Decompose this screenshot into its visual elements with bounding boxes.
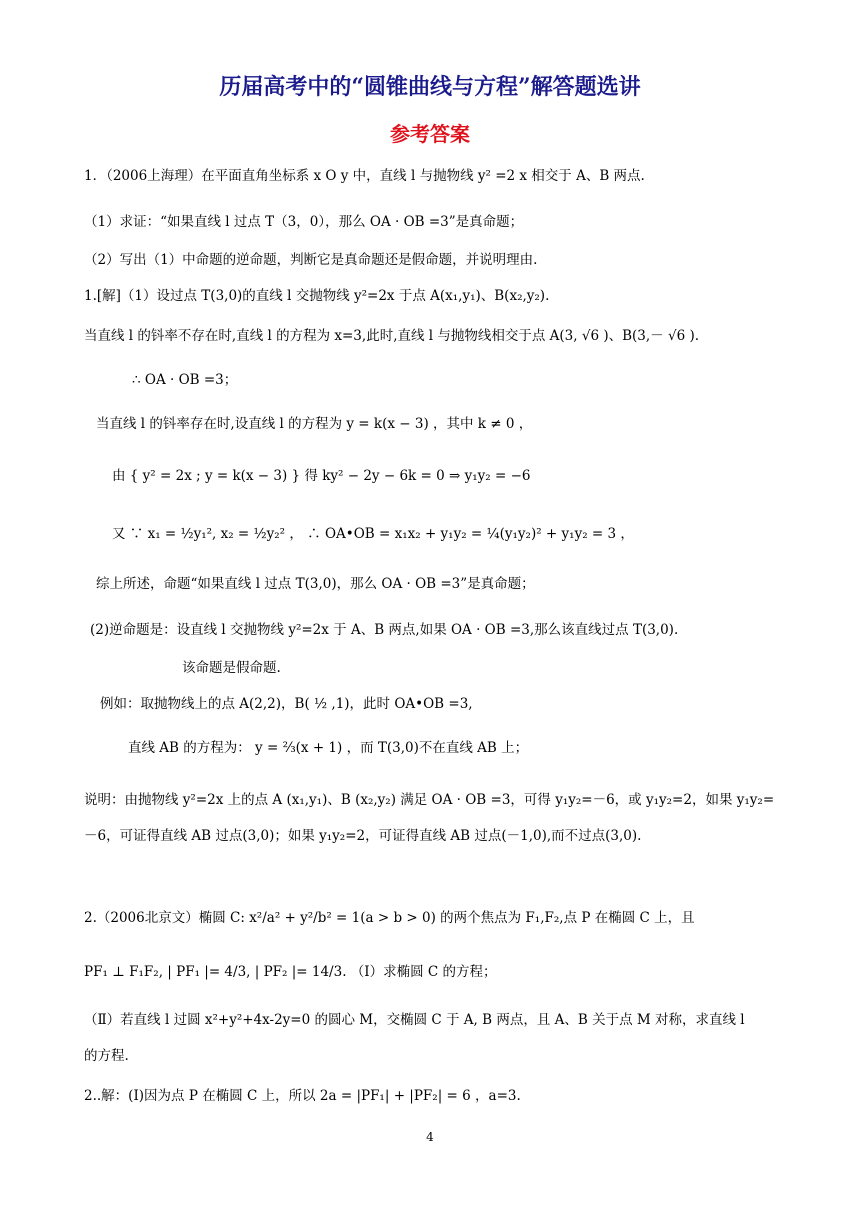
problem-2-part-2: （Ⅱ）若直线 l 过圆 x²+y²+4x-2y=0 的圆心 M，交椭圆 C 于 A, B 两点，且 A、B 关于点 M 对称，求直线 l: [84, 1012, 745, 1028]
problem-2-statement: 2.（2006北京文）椭圆 C: x²/a² + y²/b² = 1(a > b > 0) 的两个焦点为 F₁,F₂,点 P 在椭圆 C 上，且: [84, 910, 695, 926]
problem-2-conditions: PF₁ ⊥ F₁F₂, | PF₁ |= 4/3, | PF₂ |= 14/3. （Ⅰ）求椭圆 C 的方程；: [84, 964, 497, 980]
solution-1-intro: 1.[解]（1）设过点 T(3,0)的直线 l 交抛物线 y²=2x 于点 A(x₁,y₁)、B(x₂,y₂).: [84, 288, 550, 304]
solution-1-product: 又 ∵ x₁ = ½y₁², x₂ = ½y₂² ， ∴ OA•OB = x₁x₂ + y₁y₂ = ¼(y₁y₂)² + y₁y₂ = 3 ，: [112, 526, 634, 542]
solution-1-vertical-case: 当直线 l 的钭率不存在时,直线 l 的方程为 x=3,此时,直线 l 与抛物线相交于点 A(3, √6 )、B(3,－ √6 ).: [84, 328, 700, 344]
solution-1-conclusion: 综上所述，命题“如果直线 l 过点 T(3,0)，那么 OA · OB =3”是真命题；: [96, 576, 535, 592]
solution-1-note-line-1: 说明：由抛物线 y²=2x 上的点 A (x₁,y₁)、B (x₂,y₂) 满足 OA · OB =3，可得 y₁y₂=－6，或 y₁y₂=2，如果 y₁y₂=: [84, 792, 775, 808]
solution-1-converse: (2)逆命题是：设直线 l 交抛物线 y²=2x 于 A、B 两点,如果 OA · OB =3,那么该直线过点 T(3,0).: [90, 622, 679, 638]
document-subtitle: 参考答案: [390, 122, 470, 146]
solution-1-slope-case: 当直线 l 的钭率存在时,设直线 l 的方程为 y = k(x − 3) ，其中 k ≠ 0 ，: [96, 416, 533, 432]
solution-1-false-statement: 该命题是假命题.: [182, 660, 281, 676]
solution-1-line-equation: 直线 AB 的方程为： y = ⅔(x + 1) ，而 T(3,0)不在直线 AB 上；: [128, 740, 529, 756]
solution-1-note-line-2: －6，可证得直线 AB 过点(3,0)；如果 y₁y₂=2，可证得直线 AB 过点(－1,0),而不过点(3,0).: [84, 828, 642, 844]
solution-1-dot-product-result: ∴ OA · OB =3；: [132, 372, 238, 388]
problem-1-part-1: （1）求证：“如果直线 l 过点 T（3，0），那么 OA · OB =3”是真命题；: [84, 214, 524, 230]
problem-1-statement: 1．（2006上海理）在平面直角坐标系 x O y 中，直线 l 与抛物线 y² =2 x 相交于 A、B 两点.: [84, 168, 645, 184]
solution-1-system: 由 { y² = 2x ; y = k(x − 3) } 得 ky² − 2y − 6k = 0 ⇒ y₁y₂ = −6: [112, 468, 531, 484]
solution-1-example: 例如：取抛物线上的点 A(2,2)，B( ½ ,1)，此时 OA•OB =3,: [100, 696, 473, 712]
page-number: 4: [426, 1130, 434, 1144]
problem-1-part-2: （2）写出（1）中命题的逆命题，判断它是真命题还是假命题，并说明理由.: [84, 252, 538, 268]
solution-2-intro: 2..解：(Ⅰ)因为点 P 在椭圆 C 上，所以 2a = |PF₁| + |PF₂| = 6 ，a=3.: [84, 1088, 521, 1104]
problem-2-part-2-end: 的方程.: [84, 1048, 129, 1064]
document-title: 历届高考中的“圆锥曲线与方程”解答题选讲: [219, 74, 641, 100]
